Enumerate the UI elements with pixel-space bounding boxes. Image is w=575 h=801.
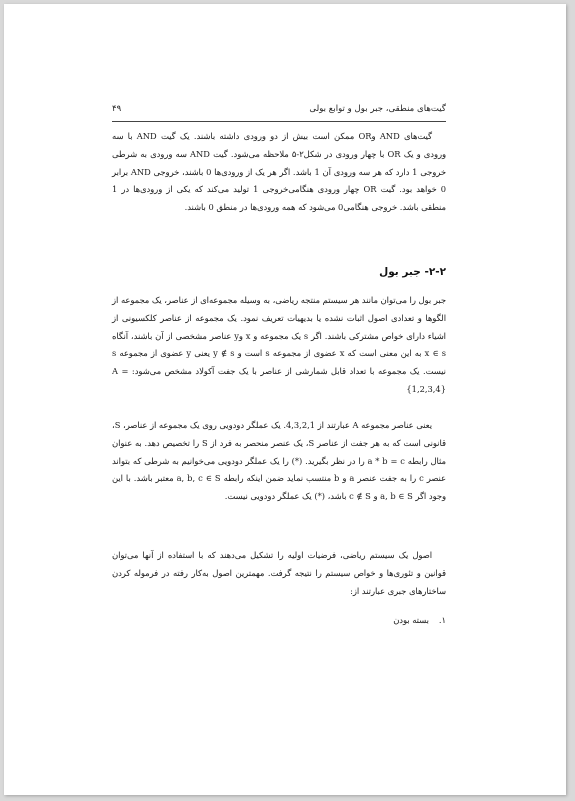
document-page	[4, 4, 566, 795]
page-number: ۴۹	[112, 104, 122, 114]
list-item-number: ۱.	[438, 615, 446, 625]
paragraph-boolean-algebra	[112, 292, 446, 399]
header-divider	[112, 121, 446, 122]
paragraph-text: یعنی عناصر مجموعه A عبارتند از 4,3,2,1. یک عملگر دودویی روی یک مجموعه از عناصر، S، قانونی است که به هر جفت از عناصر S، یک عنصر منحصر به فرد از S را تخصیص دهد. به عنوان مثال رابطه a * b = c را در نظر بگیرید. (*) را یک عملگر دودویی می‌خوانیم به شرطی که بتواند عنصر c را به جفت عنصر a و b منتسب نماید ضمن اینکه رابطه a, b, c ∈ S معتبر باشد. با این وجود اگر a, b ∈ S و c ∉ S باشد، (*) یک عملگر دودویی نیست.	[112, 420, 446, 502]
paragraph-gates	[112, 128, 446, 217]
header-title: گیت‌های منطقی، جبر بول و توابع بولی	[309, 104, 446, 114]
paragraph-binary-operator	[112, 417, 446, 506]
section-heading: ۲-۲- جبر بول	[379, 266, 446, 278]
paragraph-postulates	[112, 547, 446, 600]
paragraph-text: اصول یک سیستم ریاضی، فرضیات اولیه را تشکیل می‌دهند که با استفاده از آنها می‌توان قوانین و تئوری‌ها و خواص سیستم را نتیجه گرفت. مهمترین اصول به‌کار رفته در فرموله کردن ساختارهای جبری عبارتند از:	[112, 550, 446, 596]
running-header	[112, 104, 446, 118]
paragraph-text: گیت‌های AND وOR ممکن است بیش از دو ورودی داشته باشند. یک گیت AND با سه ورودی و یک OR با چهار ورودی در شکل۲-۵ ملاحظه می‌شود. گیت AND سه ورودی به شرطی خروجی 1 دارد که هر سه ورودی آن 1 باشد. اگر هر یک از ورودی‌ها 0 باشند، خروجی AND برابر 0 خواهد بود. گیت OR چهار ورودی هنگامی‌خروجی 1 تولید می‌کند که یکی از ورودی‌ها در 1 منطقی باشد. خروجی هنگامی0 می‌شود که همه ورودی‌ها در منطق 0 باشند.	[112, 131, 446, 213]
list-item	[112, 615, 446, 625]
paragraph-text: جبر بول را می‌توان مانند هر سیستم منتجه ریاضی، به وسیله مجموعه‌ای از عناصر، یک مجموعه از الگوها و تعدادی اصول اثبات نشده یا بدیهیات تعریف نمود. یک مجموعه از عناصر کلکسیونی از اشیاء دارای خواص مشترکی باشند. اگر s یک مجموعه و x وy عناصر مشخصی از آن باشند، آنگاه x ∈ s به این معنی است که x عضوی از مجموعه s است و y ∉ s یعنی y عضوی از مجموعه s نیست. یک مجموعه با تعداد قابل شمارشی از عناصر با یک جفت آکولاد مشخص می‌شود: A = {1,2,3,4}	[112, 295, 447, 394]
list-item-text: بسته بودن	[393, 615, 429, 625]
